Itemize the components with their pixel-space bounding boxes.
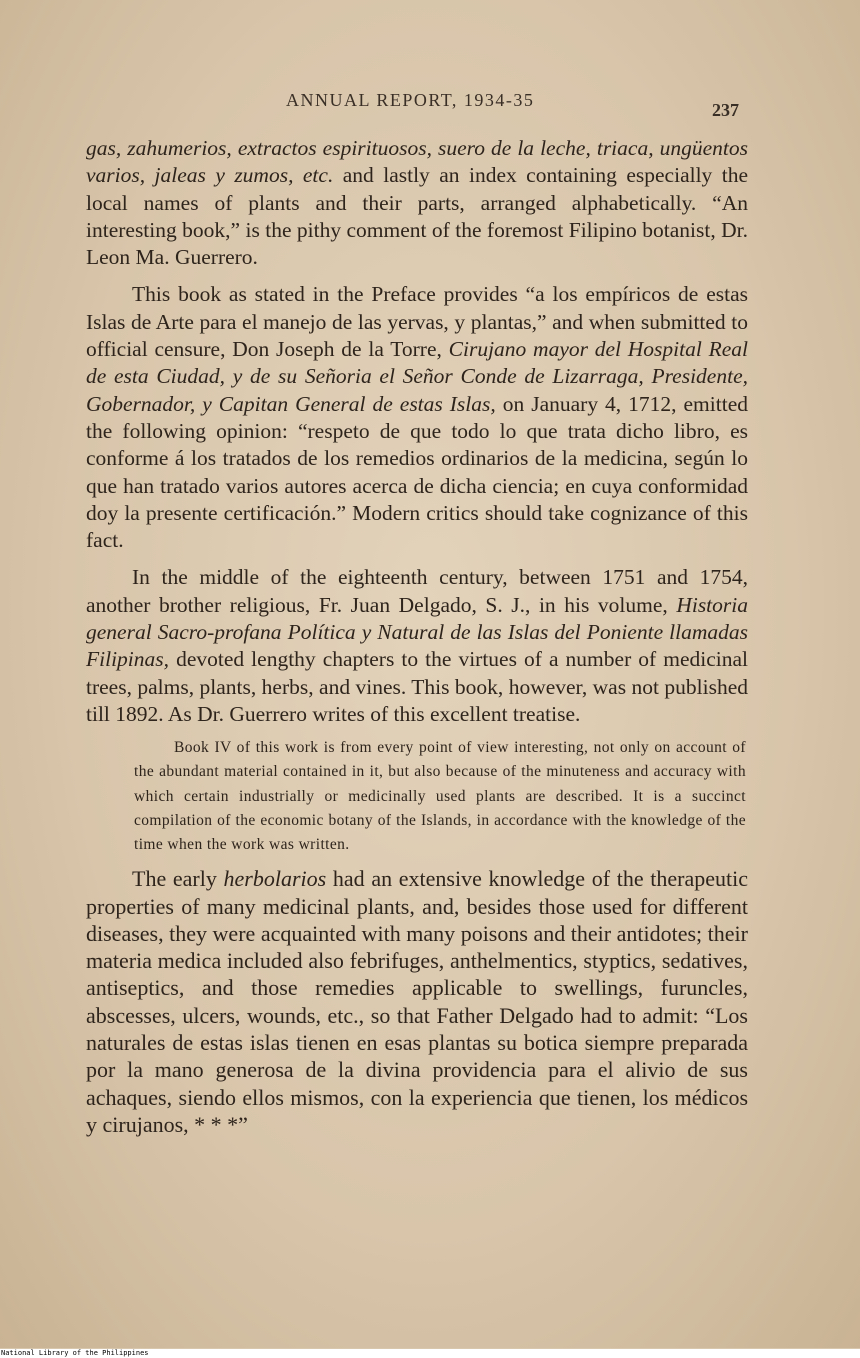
page-header	[0, 90, 860, 120]
paragraph-3	[86, 564, 748, 728]
page-number: 237	[712, 100, 739, 120]
page-body	[86, 135, 748, 1138]
running-head: ANNUAL REPORT, 1934-35	[286, 90, 535, 110]
paragraph-1	[86, 135, 748, 271]
block-quote: Book IV of this work is from every point of view interesting, not only on account of the abundant material contained in it, but also because of the minuteness and accuracy with which certain industrially or medicinally used plants are described. It is a succinct compilation of the economic botany of the Islands, in accordance with the knowledge of the time when the work was written.	[134, 739, 746, 854]
paragraph-5-italic: herbolarios	[223, 866, 327, 892]
paragraph-5	[86, 865, 748, 1138]
paragraph-5-text-2: had an extensive knowledge of the therapeutic properties of many medicinal plants, and, besides those used for different diseases, they were acquainted with many poisons and their antidotes; their materia medica included also febrifuges, anthelmentics, styptics, sedatives, antiseptics, and those remedies applicable to swellings, furuncles, abscesses, ulcers, wounds, etc., so that Father Delgado had to admit: “Los naturales de estas islas tienen en esas plantas su botica siempre preparada por la mano generosa de la divina providencia para el alivio de sus achaques, siendo ellos mismos, con la experiencia que tienen, los médicos y cirujanos, * * *”	[86, 866, 748, 1137]
paragraph-1-italic: gas, zahumerios, extractos espirituosos, suero de la leche, triaca, ungüentos varios, jaleas y zumos, etc.	[86, 136, 748, 188]
library-watermark-label: National Library of the Philippines	[0, 1349, 860, 1358]
paragraph-2-italic: Cirujano mayor del Hospital Real de esta Ciudad, y de su Señoria el Señor Conde de Lizarraga, Presidente, Gobernador, y Capitan General de estas Islas,	[86, 337, 748, 416]
paragraph-3-text-1: In the middle of the eighteenth century, between 1751 and 1754, another brother religious, Fr. Juan Delgado, S. J., in his volume,	[86, 565, 748, 617]
paragraph-2	[86, 281, 748, 554]
paragraph-3-italic: Historia general Sacro-profana Política y Natural de las Islas del Poniente llamadas Filipinas,	[86, 592, 748, 672]
paragraph-2-text-2: on January 4, 1712, emitted the following opinion: “respeto de que todo lo que trata dicho libro, es conforme á los tratados de los remedios ordinarios de la medicina, según lo que han tratado varios autores acerca de dicha ciencia; en cuya conformidad doy la presente certificación.” Modern critics should take cognizance of this fact.	[86, 391, 748, 553]
paragraph-5-text-1: The early	[132, 866, 224, 892]
paragraph-1-text: and lastly an index containing especially the local names of plants and their parts, arranged alphabetically. “An interesting book,” is the pithy comment of the foremost Filipino botanist, Dr. Leon Ma. Guerrero.	[86, 163, 749, 270]
paragraph-3-text-2: devoted lengthy chapters to the virtues of a number of medicinal trees, palms, plants, herbs, and vines. This book, however, was not published till 1892. As Dr. Guerrero writes of this excellent treatise.	[86, 647, 748, 726]
paragraph-2-text-1: This book as stated in the Preface provides “a los empíricos de estas Islas de Arte para el manejo de las yervas, y plantas,” and when submitted to official censure, Don Joseph de la Torre,	[86, 282, 748, 362]
